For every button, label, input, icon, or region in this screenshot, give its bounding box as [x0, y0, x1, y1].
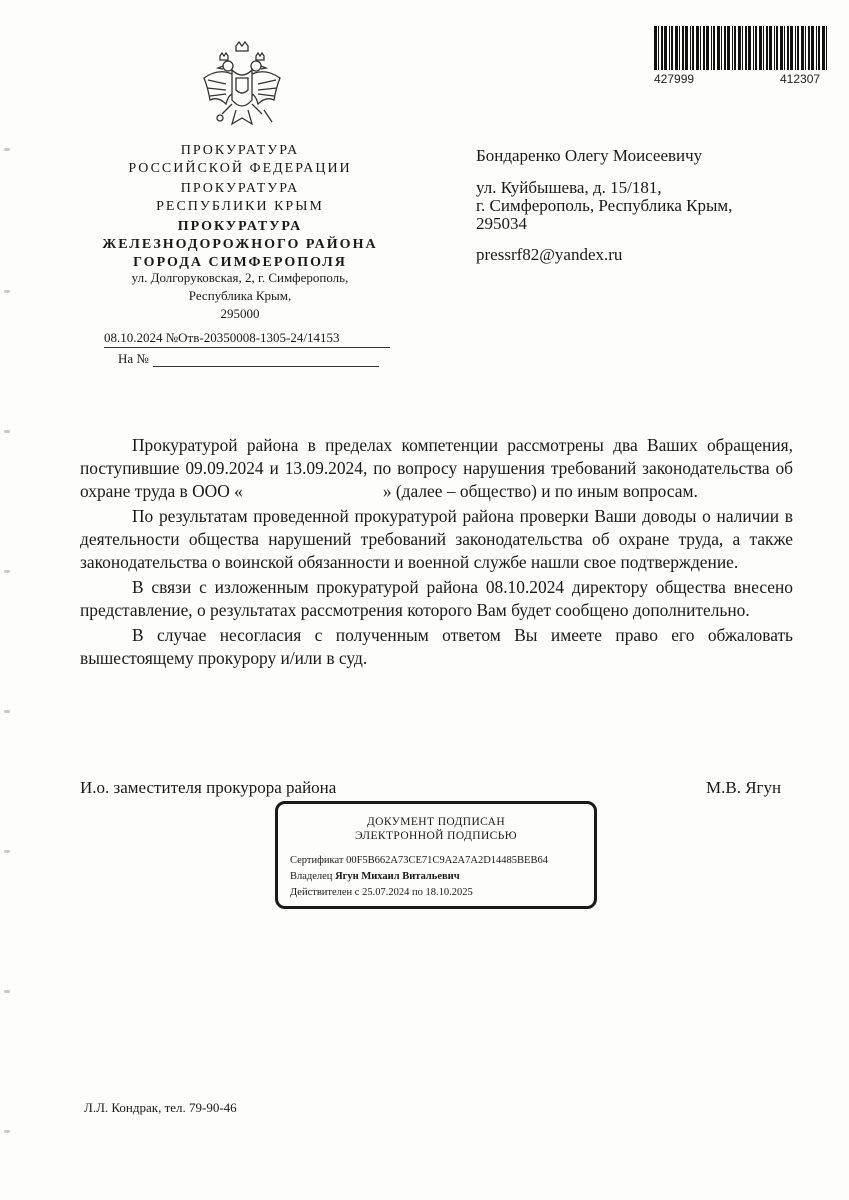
barcode-bar	[822, 26, 825, 70]
stamp-valid-from: 25.07.2024	[362, 887, 410, 898]
barcode-bar	[685, 26, 688, 70]
barcode-bar	[669, 26, 670, 70]
barcode-bar	[654, 26, 657, 70]
barcode-bar	[738, 26, 741, 70]
barcode-bar	[690, 26, 691, 70]
barcode-bar	[818, 26, 820, 70]
paragraph-1	[80, 434, 793, 503]
org-district-line3: ГОРОДА СИМФЕРОПОЛЯ	[133, 255, 347, 270]
redacted-company-name	[243, 483, 383, 497]
org-address	[60, 269, 420, 323]
barcode-bar	[711, 26, 712, 70]
punch-mark	[4, 990, 10, 993]
stamp-certificate-label: Сертификат	[290, 855, 344, 866]
barcode-bar	[682, 26, 684, 70]
barcode-bar	[753, 26, 754, 70]
org-federal-line1: ПРОКУРАТУРА	[180, 143, 300, 158]
recipient-address	[476, 179, 732, 233]
punch-mark	[4, 148, 10, 151]
incoming-reference-blank	[153, 354, 379, 367]
barcode-bar	[795, 26, 796, 70]
barcode-bar	[732, 26, 733, 70]
barcode-bar	[755, 26, 757, 70]
letter-body	[80, 434, 793, 672]
barcode-bars	[652, 26, 832, 70]
barcode-bar	[696, 26, 699, 70]
barcode-bar	[679, 26, 680, 70]
org-republic	[60, 180, 420, 216]
barcode-bar	[766, 26, 768, 70]
barcode-bar	[808, 26, 810, 70]
reference-date: 08.10.2024	[104, 330, 163, 345]
stamp-line2: ЭЛЕКТРОННОЙ ПОДПИСЬЮ	[355, 830, 517, 842]
stamp-certificate-value: 00F5B662A73CE71C9A2A7A2D14485BEB64	[346, 855, 548, 866]
paragraph-1-part-b: » (далее – общество) и по иным вопросам.	[382, 481, 698, 501]
barcode-bar	[816, 26, 817, 70]
punch-mark	[4, 710, 10, 713]
barcode-bar	[784, 26, 785, 70]
barcode-bar	[734, 26, 736, 70]
org-republic-line2: РЕСПУБЛИКИ КРЫМ	[156, 199, 324, 214]
barcode-bar	[692, 26, 694, 70]
paragraph-1-part-a: Прокуратурой района в пределах компетенции рассмотрены два Ваших обращения, поступившие 09.09.2024 и 13.09.2024, по вопросу нарушения требований законодательства об охране труда в ООО «	[80, 435, 793, 501]
executor-contact: Л.Л. Кондрак, тел. 79-90-46	[84, 1100, 237, 1115]
recipient-address-line1: ул. Куйбышева, д. 15/181,	[476, 178, 662, 197]
recipient-address-line2: г. Симферополь, Республика Крым,	[476, 196, 733, 215]
barcode-bar	[671, 26, 673, 70]
barcode-bar	[700, 26, 701, 70]
stamp-line1: ДОКУМЕНТ ПОДПИСАН	[366, 816, 506, 828]
barcode-bar	[763, 26, 764, 70]
recipient-email: pressrf82@yandex.ru	[476, 245, 623, 264]
barcode-bar	[805, 26, 806, 70]
punch-mark	[4, 430, 10, 433]
barcode-bar	[769, 26, 772, 70]
barcode-bar	[774, 26, 775, 70]
barcode-bar	[713, 26, 715, 70]
stamp-owner-label: Владелец	[290, 871, 333, 882]
barcode-bar	[721, 26, 722, 70]
barcode-bar	[675, 26, 678, 70]
barcode-bar	[780, 26, 783, 70]
barcode-bar	[801, 26, 804, 70]
barcode-bar	[787, 26, 789, 70]
paragraph-2: По результатам проведенной прокуратурой района проверки Ваши доводы о наличии в деятельности общества нарушений требований законодательства об охране труда, а также законодательства о воинской обязанности и военной службе нашли свое подтверждение.	[80, 506, 793, 572]
stamp-owner-value: Ягун Михаил Витальевич	[335, 871, 460, 882]
incoming-reference	[118, 351, 379, 367]
stamp-certificate	[290, 855, 548, 866]
punch-mark	[4, 1130, 10, 1133]
recipient-name: Бондаренко Олегу Моисеевичу	[476, 146, 703, 165]
recipient-address-line3: 295034	[476, 214, 527, 233]
barcode-bar	[776, 26, 778, 70]
barcode-bar	[826, 26, 827, 70]
org-district-line1: ПРОКУРАТУРА	[177, 219, 303, 234]
org-address-line2: Республика Крым,	[188, 288, 292, 303]
barcode-right-number: 412307	[780, 72, 821, 86]
paragraph-4: В случае несогласия с полученным ответом Вы имеете право его обжаловать вышестоящему прокурору и/или в суд.	[80, 625, 793, 668]
barcode-bar	[745, 26, 747, 70]
signatory-name: М.В. Ягун	[706, 778, 782, 797]
barcode-bar	[759, 26, 762, 70]
barcode-left-number: 427999	[654, 72, 695, 86]
barcode-bar	[811, 26, 814, 70]
barcode-bar	[797, 26, 799, 70]
punch-mark	[4, 850, 10, 853]
barcode-bar	[703, 26, 705, 70]
org-republic-line1: ПРОКУРАТУРА	[180, 181, 300, 196]
barcode-bar	[748, 26, 751, 70]
paragraph-3: В связи с изложенным прокуратурой района 08.10.2024 директору общества внесено представление, о результатах рассмотрения которого Вам будет сообщено дополнительно.	[80, 577, 793, 620]
reference-number: №Отв-20350008-1305-24/14153	[165, 330, 340, 345]
barcode-bar	[658, 26, 659, 70]
outgoing-reference	[104, 330, 390, 348]
barcode	[652, 26, 832, 84]
barcode-bar	[706, 26, 709, 70]
punch-mark	[4, 570, 10, 573]
barcode-bar	[727, 26, 730, 70]
stamp-validity	[290, 887, 473, 898]
org-address-line1: ул. Долгоруковская, 2, г. Симферополь,	[131, 270, 349, 285]
barcode-bar	[742, 26, 743, 70]
stamp-valid-label: Действителен с	[290, 887, 360, 898]
punch-mark	[4, 290, 10, 293]
barcode-bar	[664, 26, 667, 70]
barcode-bar	[724, 26, 726, 70]
barcode-bar	[717, 26, 720, 70]
barcode-bar	[790, 26, 793, 70]
incoming-reference-label: На №	[118, 351, 149, 366]
barcode-bar	[661, 26, 663, 70]
org-federal-line2: РОССИЙСКОЙ ФЕДЕРАЦИИ	[128, 161, 352, 176]
stamp-valid-to-label: по	[411, 887, 423, 898]
stamp-valid-to: 18.10.2025	[425, 887, 473, 898]
double-headed-eagle-emblem-icon	[198, 40, 286, 140]
org-district-line2: ЖЕЛЕЗНОДОРОЖНОГО РАЙОНА	[102, 237, 378, 252]
org-district	[60, 218, 420, 272]
signatory-title: И.о. заместителя прокурора района	[80, 778, 337, 797]
org-federal	[60, 142, 420, 178]
org-address-line3: 295000	[220, 306, 260, 321]
electronic-signature-stamp	[275, 801, 597, 909]
stamp-owner	[290, 871, 460, 882]
